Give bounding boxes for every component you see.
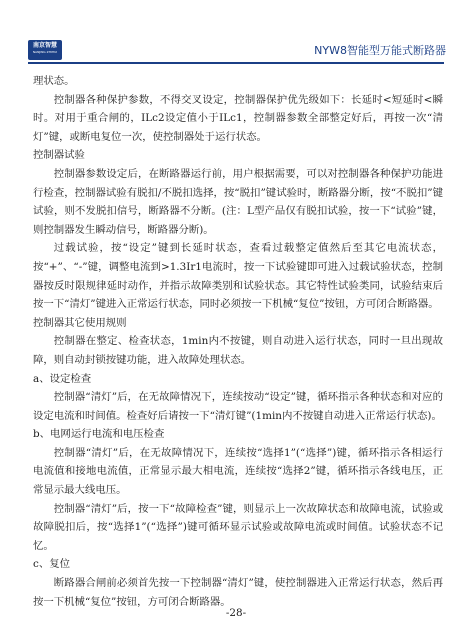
page-header xyxy=(0,0,472,66)
page-number: -28- xyxy=(225,607,247,619)
page-body xyxy=(33,72,443,611)
section-heading: b、电网运行电流和电压检查 xyxy=(33,428,165,441)
section-heading: a、设定检查 xyxy=(33,372,92,385)
logo-subtext: NANJING ZHIHUI xyxy=(32,50,58,54)
body-paragraph: 控制器“清灯”后，在无故障情况下，连续按“选择1”(“选择”)键，循环指示各相运行电流值和接地电流值，正常显示最大相电流，连续按“选择2”键，循环指示各线电压，正常显示最大线电压。 xyxy=(33,446,443,497)
body-paragraph: 控制器“清灯”后，按一下“故障检查”键，则显示上一次故障状态和故障电流，试验或故障脱扣后，按“选择1”(“选择”)键可循环显示试验或故障电流或时间值。试验状态不记忆。 xyxy=(33,502,443,552)
header-divider xyxy=(28,62,444,64)
section-heading: 控制器试验 xyxy=(33,149,85,162)
body-paragraph: 控制器各种保护参数，不得交叉设定，控制器保护优先级如下：长延时<短延时<瞬时。对用于重合闸的，ILc2设定值小于ILc1，控制器参数全部整定好后，再按一次“清灯”键，或断电复位一次，使控制器处于运行状态。 xyxy=(33,93,443,143)
section-heading: 控制器其它使用规则 xyxy=(33,316,127,329)
body-paragraph: 断路器合闸前必须首先按一下控制器“清灯”键，使控制器进入正常运行状态，然后再按一下机械“复位”按钮，方可闭合断路器。 xyxy=(33,577,443,608)
company-logo xyxy=(28,40,62,60)
section-heading: 理状态。 xyxy=(33,75,75,87)
body-paragraph: 控制器“清灯”后，在无故障情况下，连续按动“设定”键，循环指示各种状态和对应的设定电流和时间值。检查好后请按一下“清灯键”(1min内不按键自动进入正常运行状态)。 xyxy=(33,391,443,422)
logo-text: 南京智慧 xyxy=(32,42,57,49)
body-paragraph: 控制器在整定、检查状态，1min内不按键，则自动进入运行状态，同时一旦出现故障，则自动封锁按键功能，进入故障处理状态。 xyxy=(33,335,443,366)
document-title: NYW8智能型万能式断路器 xyxy=(314,44,446,57)
body-paragraph: 过载试验，按“设定”键到长延时状态，查看过载整定值然后至其它电流状态，按“+”、“-”键，调整电流到>1.3Ir1电流时，按一下试验键即可进入过载试验状态，控制器按反时限规律延时动作，并指示故障类别和试验状态。其它特性试验类同，试验结束后按一下“清灯”键进入正常运行状态，同时必须按一下机械“复位”按钮，方可闭合断路器。 xyxy=(33,242,443,311)
section-heading: c、复位 xyxy=(33,558,70,571)
body-paragraph: 控制器参数设定后，在断路器运行前，用户根据需要，可以对控制器各种保护功能进行检查，控制器试验有脱扣/不脱扣选择，按“脱扣”键试验时，断路器分断，按“不脱扣”键试验，则不发脱扣信号，断路器不分断。(注：L型产品仅有脱扣试验，按一下“试验”键，则控制器发生瞬动信号，断路器分断)。 xyxy=(33,167,443,236)
